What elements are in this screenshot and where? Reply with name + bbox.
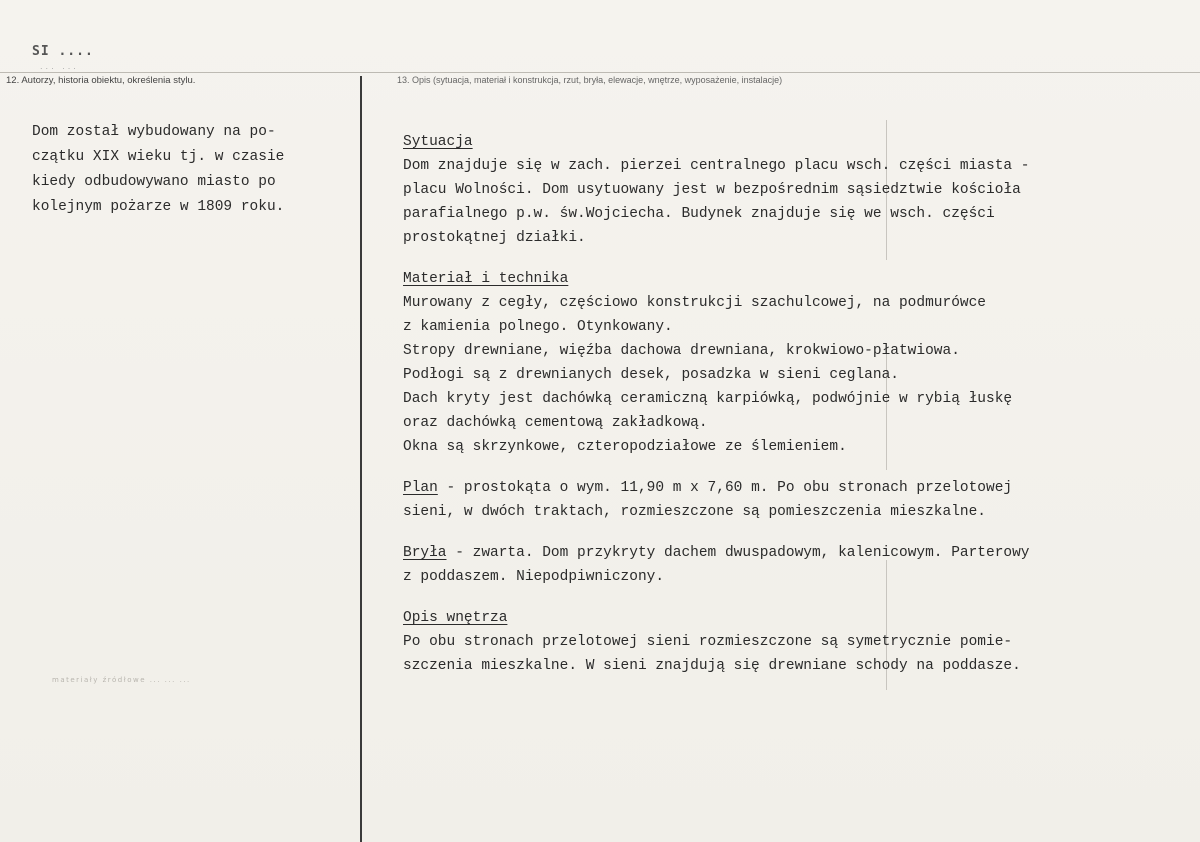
section-line: sieni, w dwóch traktach, rozmieszczone są pomieszczenia mieszkalne. (403, 504, 986, 520)
section-line: szczenia mieszkalne. W sieni znajdują się drewniane schody na poddasze. (403, 658, 1021, 674)
section-material (403, 267, 1163, 459)
history-text (32, 120, 332, 220)
section-heading: Sytuacja (403, 134, 473, 150)
section-heading: Bryła (403, 545, 447, 561)
section-heading: Materiał i technika (403, 271, 569, 287)
section-line: Stropy drewniane, więźba dachowa drewniana, krokwiowo-płatwiowa. (403, 343, 960, 359)
section-line: placu Wolności. Dom usytuowany jest w bezpośrednim sąsiedztwie kościoła (403, 182, 1021, 198)
section-line: Po obu stronach przelotowej sieni rozmieszczone są symetrycznie pomie- (403, 634, 1013, 650)
field-12-label: 12. Autorzy, historia obiektu, określenia stylu. (6, 75, 196, 86)
section-bryla (403, 541, 1163, 589)
section-line: - zwarta. Dom przykryty dachem dwuspadowym, kalenicowym. Parterowy (446, 545, 1030, 561)
history-line: kiedy odbudowywano miasto po (32, 174, 276, 190)
section-line: Murowany z cegły, częściowo konstrukcji szachulcowej, na podmurówce (403, 295, 986, 311)
section-sytuacja (403, 130, 1163, 250)
section-line: z kamienia polnego. Otynkowany. (403, 319, 673, 335)
section-line: Dom znajduje się w zach. pierzei centralnego placu wsch. części miasta - (403, 158, 1030, 174)
section-heading: Plan (403, 480, 438, 496)
section-plan (403, 476, 1163, 524)
column-divider (360, 76, 362, 842)
section-line: prostokątnej działki. (403, 230, 586, 246)
section-line: Podłogi są z drewnianych desek, posadzka w sieni ceglana. (403, 367, 899, 383)
archive-stamp: SI .... (32, 44, 94, 59)
section-line: parafialnego p.w. św.Wojciecha. Budynek znajduje się we wsch. części (403, 206, 995, 222)
history-line: Dom został wybudowany na po- (32, 124, 276, 140)
section-line: - prostokąta o wym. 11,90 m x 7,60 m. Po obu stronach przelotowej (437, 480, 1013, 496)
history-line: czątku XIX wieku tj. w czasie (32, 149, 285, 165)
field-13-label: 13. Opis (sytuacja, materiał i konstrukcja, rzut, bryła, elewacje, wnętrze, wyposażenie, instalacje) (397, 75, 783, 85)
section-line: oraz dachówką cementową zakładkową. (403, 415, 708, 431)
section-wnetrze (403, 606, 1163, 678)
archive-stamp-sub: ... ... (40, 62, 79, 71)
description-text (403, 130, 1163, 695)
header-rule (0, 72, 1200, 73)
history-line: kolejnym pożarze w 1809 roku. (32, 199, 285, 215)
section-line: Dach kryty jest dachówką ceramiczną karpiówką, podwójnie w rybią łuskę (403, 391, 1013, 407)
faint-footer-text: materiały źródłowe ... ... ... (52, 676, 191, 684)
section-line: z poddaszem. Niepodpiwniczony. (403, 569, 665, 585)
section-heading: Opis wnętrza (403, 610, 508, 626)
section-line: Okna są skrzynkowe, czteropodziałowe ze ślemieniem. (403, 439, 847, 455)
